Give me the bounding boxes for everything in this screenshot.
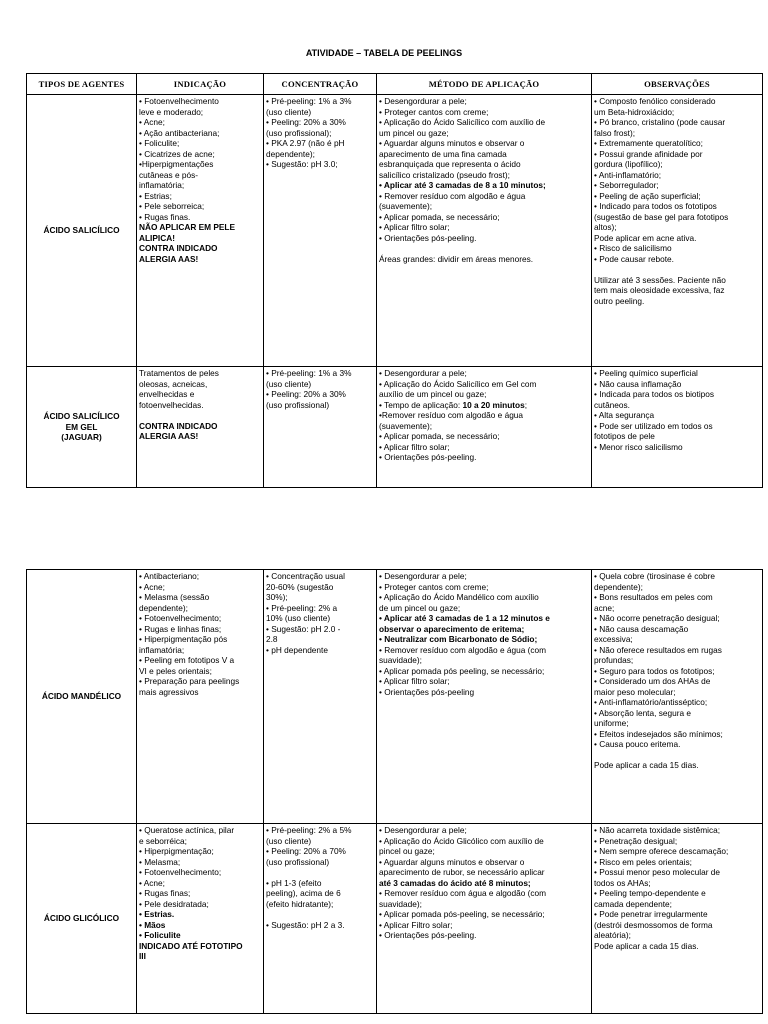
metodo-line: esbranquiçada que representa o ácido: [379, 159, 521, 169]
indicacao-line: • Hiperpigmentação;: [139, 846, 214, 856]
metodo-line: • Aplicar filtro solar;: [379, 676, 450, 686]
table-row: [27, 95, 763, 367]
observacoes-line: todos os AHAs;: [594, 877, 651, 888]
observacoes-line: • Extremamente queratolítico;: [594, 138, 703, 148]
observacoes-line: acne;: [594, 602, 615, 613]
indicacao-line: • Queratose actínica, pilar: [139, 825, 235, 835]
metodo-cell: [377, 570, 592, 824]
concentracao-line: 20-60% (sugestão: [266, 581, 334, 592]
observacoes-line: • Anti-inflamatório;: [594, 169, 662, 180]
indicacao-line: mais agressivos: [139, 686, 199, 697]
observacoes-line: tem mais oleosidade excessiva, faz: [594, 285, 725, 295]
header-tipos-de-agentes: TIPOS DE AGENTES: [27, 74, 137, 95]
indicacao-line: • Acne;: [139, 581, 165, 592]
peelings-table-part-2: [26, 569, 763, 1014]
metodo-line: • Orientações pós-peeling.: [379, 930, 477, 940]
concentracao-line: • Peeling: 20% a 30%: [266, 389, 346, 399]
indicacao-line: • Foliculite: [139, 930, 181, 940]
observacoes-line: • Nem sempre oferece descamação;: [594, 846, 729, 856]
blank-line: [594, 264, 760, 275]
observacoes-line: • Não causa descamação: [594, 623, 689, 634]
agent-name-line: ÁCIDO GLICÓLICO: [43, 913, 120, 924]
observacoes-line: altos);: [594, 222, 617, 232]
indicacao-line: • Rugas finas.: [139, 211, 191, 222]
indicacao-line: e seborréica;: [139, 835, 187, 846]
indicacao-line: • Cicatrizes de acne;: [139, 148, 215, 159]
header-metodo-de-aplicacao: MÉTODO DE APLICAÇÃO: [377, 74, 592, 95]
metodo-line: suavidade);: [379, 655, 422, 665]
metodo-line: • Proteger cantos com creme;: [379, 106, 489, 117]
observacoes-line: • Seguro para todos os fototipos;: [594, 665, 715, 676]
metodo-line: • Remover resíduo com algodão e água (com: [379, 644, 547, 655]
indicacao-line: III: [139, 951, 146, 961]
metodo-line: aparecimento de rubor, se necessário aplicar: [379, 867, 545, 877]
metodo-line: • Neutralizar com Bicarbonato de Sódio;: [379, 634, 538, 644]
metodo-line: • Aplicar filtro solar;: [379, 222, 450, 232]
indicacao-line: • Estrias;: [139, 190, 172, 201]
indicacao-line: ALERGIA AAS!: [139, 253, 199, 264]
metodo-line: • Desengordurar a pele;: [379, 825, 467, 835]
metodo-line: até 3 camadas do ácido até 8 minutos;: [379, 877, 531, 888]
concentracao-line: • pH dependente: [266, 644, 328, 655]
observacoes-cell: [592, 824, 763, 1014]
indicacao-line: •Hiperpigmentações: [139, 159, 214, 169]
observacoes-line: • Peeling tempo-dependente e: [594, 888, 706, 898]
concentracao-line: • Sugestão: pH 3.0;: [266, 159, 338, 169]
metodo-line: • Remover resíduo com água e algodão (com: [379, 888, 547, 898]
observacoes-line: • Possui menor peso molecular de: [594, 867, 721, 877]
concentracao-line: (uso profissional): [266, 856, 330, 867]
indicacao-line: • Fotoenvelhecimento: [139, 96, 219, 106]
indicacao-line: • Estrias.: [139, 909, 175, 919]
indicacao-line: NÃO APLICAR EM PELE: [139, 222, 236, 232]
metodo-line: • Aplicar pomada pós-peeling, se necessário;: [379, 909, 545, 919]
indicacao-line: VI e peles orientais;: [139, 665, 212, 676]
concentracao-line: peeling), acima de 6: [266, 888, 341, 898]
metodo-line: • Remover resíduo com algodão e água: [379, 190, 526, 201]
observacoes-line: maior peso molecular;: [594, 686, 676, 697]
indicacao-line: CONTRA INDICADO: [139, 420, 218, 431]
observacoes-line: • Considerado um dos AHAs de: [594, 676, 711, 686]
agent-cell: [27, 824, 137, 1014]
indicacao-line: fotoenvelhecidas.: [139, 399, 204, 410]
concentracao-cell: [264, 824, 377, 1014]
observacoes-line: falso frost);: [594, 127, 636, 138]
agent-cell: [27, 570, 137, 824]
agent-name-line: ÁCIDO SALICÍLICO: [43, 225, 120, 236]
table-row: [27, 824, 763, 1014]
observacoes-cell: [592, 95, 763, 367]
metodo-line: • Aplicar Filtro solar;: [379, 919, 453, 930]
indicacao-line: inflamatória;: [139, 180, 185, 190]
header-row: [27, 74, 763, 95]
concentracao-line: (uso profissional);: [266, 127, 332, 138]
concentracao-line: • Pré-peeling: 2% a 5%: [266, 825, 352, 835]
concentracao-line: • Sugestão: pH 2.0 -: [266, 623, 341, 634]
indicacao-line: INDICADO ATÉ FOTOTIPO: [139, 940, 243, 951]
observacoes-line: • Absorção lenta, segura e: [594, 707, 691, 718]
blank-line: [379, 243, 589, 254]
concentracao-cell: [264, 367, 377, 488]
observacoes-line: • Risco de salicilismo: [594, 243, 672, 253]
concentracao-line: • Concentração usual: [266, 571, 346, 581]
concentracao-line: 2.8: [266, 634, 278, 644]
observacoes-line: Pode aplicar a cada 15 dias.: [594, 760, 699, 770]
observacoes-line: gordura (lipofílico);: [594, 159, 663, 169]
indicacao-line: oleosas, acneicas,: [139, 378, 208, 389]
blank-line: [594, 750, 760, 761]
observacoes-line: • Composto fenólico considerado: [594, 96, 716, 106]
indicacao-line: • Antibacteriano;: [139, 571, 200, 581]
concentracao-line: dependente);: [266, 148, 315, 159]
concentracao-cell: [264, 95, 377, 367]
metodo-line: • Desengordurar a pele;: [379, 571, 467, 581]
indicacao-cell: [137, 824, 264, 1014]
indicacao-line: • Acne;: [139, 117, 165, 127]
indicacao-line: • Melasma (sessão: [139, 592, 210, 602]
metodo-line: um pincel ou gaze;: [379, 127, 449, 138]
indicacao-line: cutâneas e pós-: [139, 169, 199, 180]
concentracao-cell: [264, 570, 377, 824]
observacoes-line: dependente);: [594, 581, 643, 592]
indicacao-line: • Peeling em fototipos V a: [139, 655, 235, 665]
document-title: ATIVIDADE – TABELA DE PEELINGS: [305, 48, 463, 58]
indicacao-line: • Pele desidratada;: [139, 898, 209, 909]
metodo-line: • Orientações pós-peeling.: [379, 232, 477, 243]
concentracao-line: • pH 1-3 (efeito: [266, 877, 322, 888]
metodo-line: observar o aparecimento de eritema;: [379, 623, 525, 634]
table-row: [27, 570, 763, 824]
concentracao-line: • Pré-peeling: 1% a 3%: [266, 96, 352, 106]
observacoes-line: • Possui grande afinidade por: [594, 148, 703, 159]
observacoes-line: • Pode penetrar irregularmente: [594, 909, 708, 919]
metodo-line: • Aplicação do Ácido Mandélico com auxílio: [379, 592, 539, 602]
indicacao-cell: [137, 570, 264, 824]
peelings-table-part-1: [26, 73, 763, 488]
observacoes-line: fototipos de pele: [594, 431, 655, 441]
observacoes-line: • Pode causar rebote.: [594, 253, 674, 264]
metodo-line: • Aplicar filtro solar;: [379, 441, 450, 452]
metodo-cell: [377, 367, 592, 488]
agent-name-line: (JAGUAR): [61, 432, 102, 443]
observacoes-line: • Risco em peles orientais;: [594, 856, 692, 867]
concentracao-line: • Pré-peeling: 2% a: [266, 602, 338, 613]
metodo-line: salicílico cristalizado (pseudo frost);: [379, 169, 510, 180]
metodo-line: pincel ou gaze;: [379, 846, 435, 856]
observacoes-line: • Indicada para todos os biotipos: [594, 389, 715, 399]
metodo-line: • Aplicar pomada, se necessário;: [379, 431, 500, 441]
observacoes-line: • Não ocorre penetração desigual;: [594, 613, 720, 623]
indicacao-line: • Melasma;: [139, 856, 181, 867]
observacoes-line: (destrói desmossomos de forma: [594, 919, 713, 930]
concentracao-line: (efeito hidratante);: [266, 898, 334, 909]
agent-cell: [27, 367, 137, 488]
indicacao-cell: [137, 95, 264, 367]
concentracao-line: • PKA 2.97 (não é pH: [266, 138, 345, 148]
indicacao-line: CONTRA INDICADO: [139, 243, 218, 253]
concentracao-line: (uso cliente): [266, 106, 312, 117]
observacoes-line: excessiva;: [594, 634, 633, 644]
observacoes-line: • Pode ser utilizado em todos os: [594, 420, 713, 431]
observacoes-line: • Não oferece resultados em rugas: [594, 644, 722, 655]
metodo-line: • Aplicação do Ácido Salicílico com auxílio de: [379, 117, 546, 127]
observacoes-line: Pode aplicar a cada 15 dias.: [594, 940, 699, 951]
indicacao-line: envelhecidas e: [139, 389, 195, 399]
agent-cell: [27, 95, 137, 367]
blank-line: [266, 867, 374, 878]
metodo-line: • Orientações pós-peeling: [379, 686, 475, 697]
indicacao-line: • Rugas e linhas finas;: [139, 623, 222, 634]
metodo-line: • Aplicação do Ácido Salicílico em Gel com: [379, 378, 537, 389]
observacoes-line: uniforme;: [594, 718, 629, 728]
observacoes-line: aleatória);: [594, 930, 631, 940]
observacoes-line: Pode aplicar em acne ativa.: [594, 232, 697, 243]
header-observacoes: OBSERVAÇÕES: [592, 74, 763, 95]
indicacao-line: dependente);: [139, 602, 188, 613]
observacoes-line: • Causa pouco eritema.: [594, 739, 681, 749]
indicacao-line: inflamatória;: [139, 644, 185, 655]
metodo-line: • Aguardar alguns minutos e observar o: [379, 856, 525, 867]
concentracao-line: 30%);: [266, 592, 288, 602]
indicacao-cell: [137, 367, 264, 488]
observacoes-line: • Alta segurança: [594, 410, 655, 420]
indicacao-line: • Pele seborreica;: [139, 201, 205, 211]
metodo-line: Áreas grandes: dividir em áreas menores.: [379, 253, 534, 264]
observacoes-line: • Menor risco salicilismo: [594, 441, 683, 452]
metodo-line: • Aplicação do Ácido Glicólico com auxílio de: [379, 835, 544, 846]
indicacao-line: • Ação antibacteriana;: [139, 127, 220, 138]
metodo-line: •Remover resíduo com algodão e água: [379, 410, 524, 420]
metodo-line: (suavemente);: [379, 420, 433, 431]
observacoes-line: • Efeitos indesejados são mínimos;: [594, 728, 723, 739]
indicacao-line: • Rugas finas;: [139, 888, 191, 898]
blank-line: [266, 909, 374, 920]
metodo-cell: [377, 824, 592, 1014]
observacoes-line: • Não causa inflamação: [594, 378, 682, 389]
indicacao-line: • Fotoenvelhecimento;: [139, 867, 222, 877]
metodo-line: (suavemente);: [379, 201, 433, 211]
concentracao-line: (uso cliente): [266, 378, 312, 389]
metodo-line: • Aplicar pomada pós peeling, se necessário;: [379, 665, 545, 676]
observacoes-line: • Anti-inflamatório/antisséptico;: [594, 697, 708, 707]
concentracao-line: • Pré-peeling: 1% a 3%: [266, 368, 352, 378]
indicacao-line: • Fotoenvelhecimento;: [139, 613, 222, 623]
observacoes-line: • Pó branco, cristalino (pode causar: [594, 117, 726, 127]
blank-line: [139, 410, 261, 421]
concentracao-line: (uso cliente): [266, 835, 312, 846]
observacoes-line: camada dependente;: [594, 898, 672, 909]
indicacao-line: • Mãos: [139, 919, 166, 930]
concentracao-line: (uso profissional): [266, 399, 330, 410]
observacoes-line: (sugestão de base gel para fototipos: [594, 211, 729, 222]
header-concentracao: CONCENTRAÇÃO: [264, 74, 377, 95]
concentracao-line: • Peeling: 20% a 30%: [266, 117, 346, 127]
concentracao-line: • Sugestão: pH 2 a 3.: [266, 919, 345, 930]
concentracao-line: 10% (uso cliente): [266, 613, 331, 623]
observacoes-line: • Penetração desigual;: [594, 835, 678, 846]
metodo-line: aparecimento de uma fina camada: [379, 148, 507, 159]
indicacao-line: • Hiperpigmentação pós: [139, 634, 228, 644]
agent-name-line: ÁCIDO SALICÍLICO: [43, 411, 120, 422]
header-indicacao: INDICAÇÃO: [137, 74, 264, 95]
metodo-line: suavidade);: [379, 898, 422, 909]
metodo-line: • Proteger cantos com creme;: [379, 581, 489, 592]
observacoes-line: Utilizar até 3 sessões. Paciente não: [594, 274, 726, 285]
metodo-line: • Orientações pós-peeling.: [379, 452, 477, 462]
observacoes-line: profundas;: [594, 655, 634, 665]
metodo-line: • Aplicar até 3 camadas de 8 a 10 minutos;: [379, 180, 546, 190]
metodo-cell: [377, 95, 592, 367]
agent-name-line: EM GEL: [65, 421, 98, 432]
indicacao-line: • Acne;: [139, 877, 165, 888]
metodo-line: • Desengordurar a pele;: [379, 96, 467, 106]
indicacao-line: • Preparação para peelings: [139, 676, 240, 686]
observacoes-cell: [592, 367, 763, 488]
metodo-line: • Aplicar pomada, se necessário;: [379, 211, 500, 222]
indicacao-line: • Foliculite;: [139, 138, 180, 148]
metodo-line: de um pincel ou gaze;: [379, 602, 461, 613]
table-row: [27, 367, 763, 488]
indicacao-line: Tratamentos de peles: [139, 368, 219, 378]
agent-name-line: ÁCIDO MANDÉLICO: [41, 691, 122, 702]
indicacao-line: leve e moderado;: [139, 106, 204, 117]
observacoes-line: um Beta-hidroxiácido;: [594, 106, 675, 117]
observacoes-line: cutâneos.: [594, 399, 630, 410]
observacoes-line: • Indicado para todos os fototipos: [594, 201, 717, 211]
observacoes-line: • Quela cobre (tirosinase é cobre: [594, 571, 715, 581]
observacoes-cell: [592, 570, 763, 824]
observacoes-line: • Peeling químico superficial: [594, 368, 698, 378]
metodo-line: • Desengordurar a pele;: [379, 368, 467, 378]
metodo-line: • Aguardar alguns minutos e observar o: [379, 138, 525, 148]
observacoes-line: • Seborregulador;: [594, 180, 659, 190]
observacoes-line: • Peeling de ação superficial;: [594, 190, 701, 201]
metodo-line: • Aplicar até 3 camadas de 1 a 12 minutos e: [379, 613, 550, 623]
metodo-line: • Tempo de aplicação: 10 a 20 minutos;: [379, 399, 528, 410]
observacoes-line: • Bons resultados em peles com: [594, 592, 713, 602]
observacoes-line: • Não acarreta toxidade sistêmica;: [594, 825, 721, 835]
indicacao-line: ALERGIA AAS!: [139, 431, 199, 441]
indicacao-line: ALIPICA!: [139, 232, 175, 243]
observacoes-line: outro peeling.: [594, 295, 645, 306]
metodo-line: auxílio de um pincel ou gaze;: [379, 389, 487, 399]
concentracao-line: • Peeling: 20% a 70%: [266, 846, 346, 856]
